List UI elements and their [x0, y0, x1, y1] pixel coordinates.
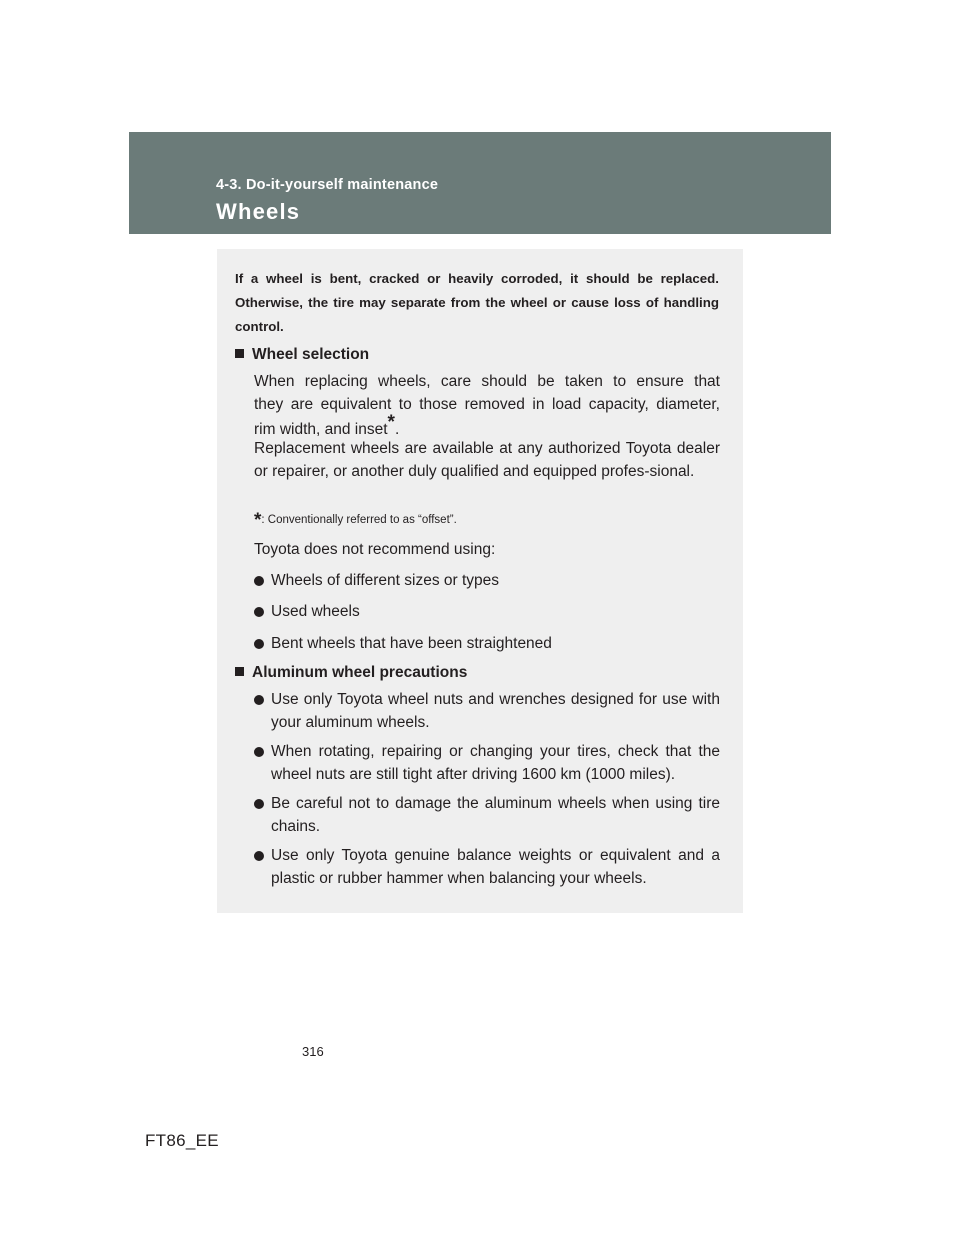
- list-item: [254, 845, 720, 893]
- list-item-text: Use only Toyota genuine balance weights or equivalent and a plastic or rubber hammer when balancing your wheels.: [271, 847, 720, 887]
- list-item: [254, 601, 720, 625]
- bullet-dot-icon: [254, 639, 264, 649]
- list-item-text: Use only Toyota wheel nuts and wrenches designed for use with your aluminum wheels.: [271, 691, 720, 731]
- not-recommend-text: Toyota does not recommend using:: [254, 541, 496, 558]
- list-item-text: Be careful not to damage the aluminum wheels when using tire chains.: [271, 795, 720, 835]
- aluminum-heading: [235, 664, 467, 682]
- list-item: [254, 570, 720, 594]
- list-item: [254, 689, 720, 737]
- square-bullet-icon: [235, 667, 244, 676]
- aluminum-heading-text: Aluminum wheel precautions: [252, 664, 468, 681]
- footnote: [254, 507, 457, 529]
- bullet-dot-icon: [254, 576, 264, 586]
- footnote-star: *: [254, 510, 262, 531]
- wheel-selection-paragraph-2: Replacement wheels are available at any authorized Toyota dealer or repairer, or another duly qualified and equipped profes-sional.: [254, 440, 720, 480]
- intro-warning: If a wheel is bent, cracked or heavily corroded, it should be replaced. Otherwise, the tire may separate from the wheel or cause loss of handling control.: [235, 271, 719, 334]
- list-item: [254, 793, 720, 841]
- bullet-dot-icon: [254, 695, 264, 705]
- list-item-text: Wheels of different sizes or types: [271, 572, 500, 589]
- square-bullet-icon: [235, 349, 244, 358]
- bullet-dot-icon: [254, 799, 264, 809]
- section-label: 4-3. Do-it-yourself maintenance: [216, 177, 439, 193]
- chapter-header: [129, 132, 831, 234]
- footnote-star: *: [387, 411, 395, 433]
- paragraph-line-end: .: [394, 421, 400, 438]
- paragraph-line: When replacing wheels, care should be taken to ensure that: [254, 373, 720, 390]
- list-item-text: Used wheels: [271, 603, 360, 620]
- bullet-dot-icon: [254, 851, 264, 861]
- paragraph-line-text: rim width, and inset: [254, 421, 388, 438]
- list-item-text: When rotating, repairing or changing your tires, check that the wheel nuts are still tight after driving 1600 km (1000 miles).: [271, 743, 720, 783]
- list-item: [254, 741, 720, 789]
- wheel-selection-paragraph-1: [254, 371, 720, 442]
- paragraph-line: they are equivalent to those removed in load capacity, diameter,: [254, 395, 720, 413]
- list-item-text: Bent wheels that have been straightened: [271, 635, 552, 652]
- footnote-text: : Conventionally referred to as “offset”.: [261, 514, 457, 526]
- bullet-dot-icon: [254, 607, 264, 617]
- page-title: Wheels: [216, 199, 301, 224]
- page-number: 316: [302, 1044, 324, 1059]
- document-code: FT86_EE: [145, 1131, 219, 1150]
- list-item: [254, 633, 720, 657]
- wheel-selection-heading: [235, 346, 369, 364]
- bullet-dot-icon: [254, 747, 264, 757]
- content-box: [217, 249, 743, 913]
- wheel-selection-heading-text: Wheel selection: [252, 346, 370, 363]
